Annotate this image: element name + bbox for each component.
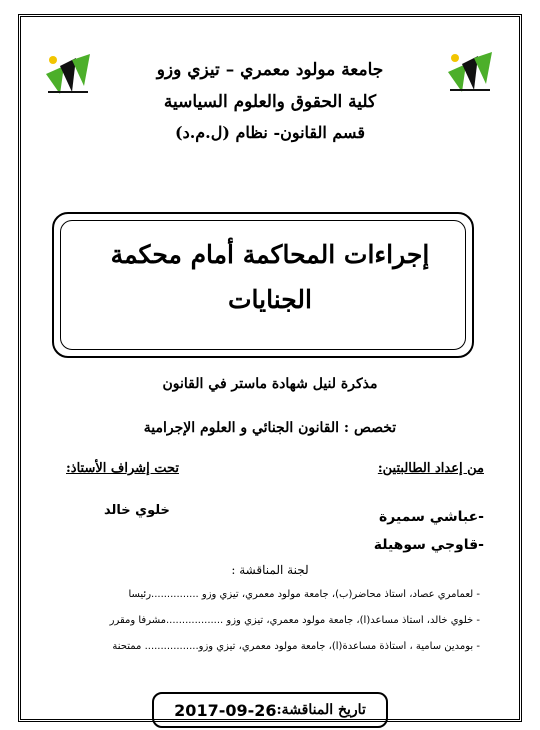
- prepared-by-label: من إعداد الطالبتين:: [377, 461, 484, 476]
- committee-member: - لعمامري عصاد، أستاذ محاضر(ب)، جامعة مولود معمري، تيزي وزو ...............رئيسا: [128, 589, 480, 600]
- defense-date-value: 2017-09-26: [174, 700, 277, 720]
- university-logo-icon: [446, 50, 494, 94]
- supervisor-name: خلوي خالد: [104, 503, 170, 518]
- student-name: -عباشي سميرة: [379, 509, 484, 525]
- committee-member: - خلوي خالد، أستاذ مساعد(أ)، جامعة مولود معمري، تيزي وزو ..................مشرفا ومقرر: [109, 615, 480, 626]
- defense-date-label: تاريخ المناقشة:: [276, 702, 366, 718]
- thesis-title-line-1: إجراءات المحاكمة أمام محكمة: [110, 240, 430, 269]
- thesis-purpose: مذكرة لنيل شهادة ماستر في القانون: [162, 376, 378, 392]
- university-name: جامعة مولود معمري – تيزي وزو: [156, 60, 384, 80]
- committee-member: - بومدين سامية ، أستاذة مساعدة(أ)، جامعة مولود معمري، تيزي وزو................. ممتحنة: [112, 641, 480, 652]
- university-logo-icon: [44, 52, 92, 96]
- supervised-by-label: تحت إشراف الأستاذ:: [66, 461, 179, 476]
- faculty-name: كلية الحقوق والعلوم السياسية: [163, 92, 377, 112]
- thesis-title-line-2: الجنايات: [228, 285, 312, 314]
- thesis-specialty: تخصص : القانون الجنائي و العلوم الإجرامية: [143, 420, 397, 436]
- student-name: -قاوجي سوهيلة: [373, 537, 484, 553]
- committee-title: لجنة المناقشة :: [231, 563, 309, 577]
- department-name: قسم القانون- نظام (ل.م.د): [175, 123, 365, 142]
- defense-date-box: [152, 692, 388, 728]
